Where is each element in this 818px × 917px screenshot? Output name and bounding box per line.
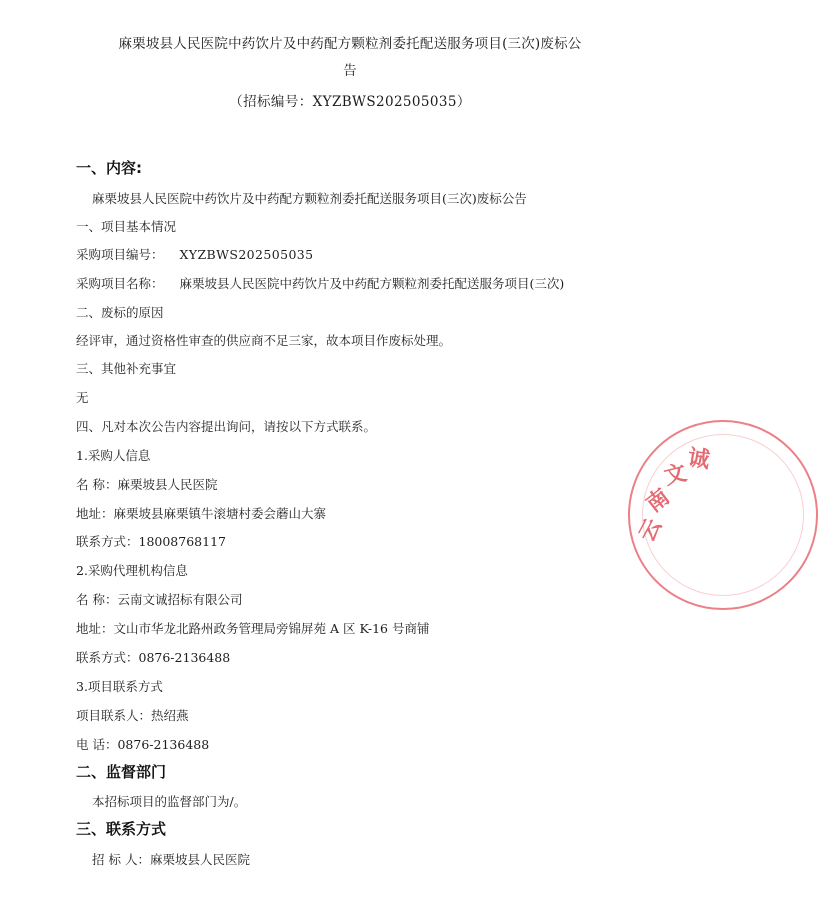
- buyer-name: 名 称：麻栗坡县人民医院: [76, 477, 218, 492]
- agency-heading: 2.采购代理机构信息: [76, 563, 188, 578]
- announcement-title: [60, 31, 640, 85]
- other-heading: 三、其他补充事宜: [76, 361, 177, 376]
- content-summary: 麻栗坡县人民医院中药饮片及中药配方颗粒剂委托配送服务项目(三次)废标公告: [92, 191, 527, 206]
- official-seal-stamp: 云 南 文 诚: [628, 420, 818, 610]
- tenderer-text: 招 标 人：麻栗坡县人民医院: [92, 852, 250, 867]
- buyer-phone: 联系方式：18008768117: [76, 534, 226, 549]
- buyer-heading: 1.采购人信息: [76, 448, 151, 463]
- project-number-label: 采购项目编号：: [76, 247, 164, 262]
- tender-number: （招标编号：XYZBWS202505035）: [229, 94, 471, 110]
- agency-name: 名 称：云南文诚招标有限公司: [76, 592, 243, 607]
- project-contact-heading: 3.项目联系方式: [76, 679, 163, 694]
- section-2-heading: 二、监督部门: [76, 763, 167, 781]
- buyer-address: 地址：麻栗坡县麻栗镇牛滚塘村委会蘑山大寨: [76, 506, 327, 521]
- contact-heading: 四、凡对本次公告内容提出询问，请按以下方式联系。: [76, 419, 377, 434]
- project-number-value: XYZBWS202505035: [179, 247, 314, 262]
- project-contact-phone: 电 话：0876-2136488: [76, 737, 210, 752]
- reason-heading: 二、废标的原因: [76, 305, 164, 320]
- project-name-label: 采购项目名称：: [76, 276, 164, 291]
- project-name-row: [76, 274, 564, 292]
- project-contact-person: 项目联系人：热绍燕: [76, 708, 189, 723]
- agency-phone: 联系方式：0876-2136488: [76, 650, 231, 665]
- reason-text: 经评审，通过资格性审查的供应商不足三家，故本项目作废标处理。: [76, 333, 452, 348]
- other-text: 无: [76, 390, 89, 405]
- title-line-2: 告: [343, 63, 357, 79]
- supervision-text: 本招标项目的监督部门为/。: [92, 794, 247, 809]
- agency-address: 地址：文山市华龙北路州政务管理局旁锦屏苑 A 区 K-16 号商铺: [76, 621, 430, 636]
- basic-info-heading: 一、项目基本情况: [76, 219, 177, 234]
- project-name-value: 麻栗坡县人民医院中药饮片及中药配方颗粒剂委托配送服务项目(三次): [179, 276, 565, 291]
- section-3-heading: 三、联系方式: [76, 820, 167, 838]
- project-number-row: [76, 245, 314, 263]
- section-1-heading: 一、内容:: [76, 159, 142, 177]
- title-line-1: 麻栗坡县人民医院中药饮片及中药配方颗粒剂委托配送服务项目(三次)废标公: [118, 36, 582, 52]
